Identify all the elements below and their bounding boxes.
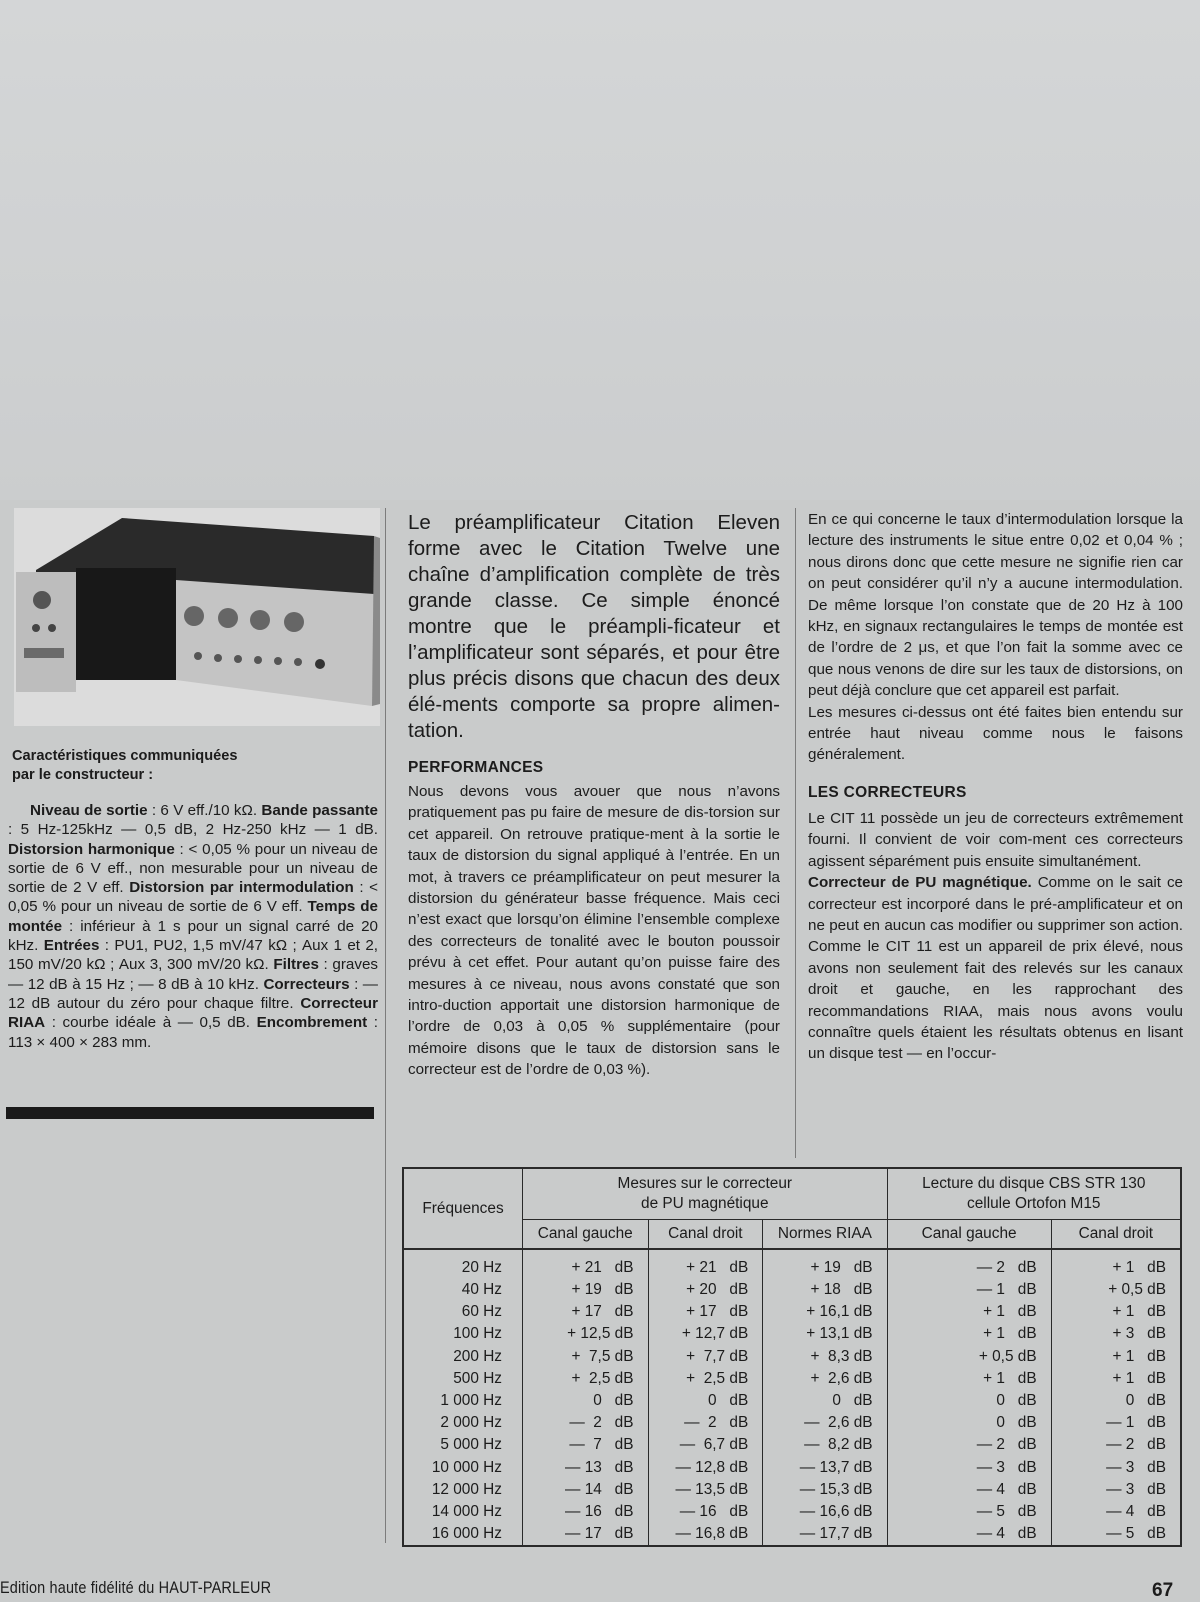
measurement-cell: + 17 dB	[648, 1301, 763, 1323]
specs-heading-line1: Caractéristiques communiquées	[12, 748, 238, 764]
section-title-correcteurs: LES CORRECTEURS	[808, 783, 967, 801]
frequency-cell: 10 000 Hz	[431, 1458, 502, 1476]
measurement-cell: + 1 dB	[887, 1367, 1051, 1389]
measurement-cell: — 14 dB	[523, 1478, 649, 1500]
correcteur-group-line2: de PU magnétique	[641, 1195, 769, 1212]
measurement-cell: — 17 dB	[523, 1523, 649, 1546]
column-rule	[795, 508, 796, 1158]
table-row	[403, 1412, 1181, 1434]
spec-value: : < 0,05 % pour un niveau de sortie de 6 V eff., non mesurable pour un niveau de sortie de 2 V eff.	[8, 840, 378, 897]
spec-value: : inférieur à 1 s pour un signal carré de 20 kHz.	[8, 917, 378, 955]
measurement-cell: + 0,5 dB	[1051, 1278, 1181, 1300]
measurement-cell: — 16 dB	[648, 1500, 763, 1522]
spec-label: Filtres	[273, 956, 319, 974]
column-header: Canal gauche	[887, 1220, 1051, 1250]
measurement-cell: — 7 dB	[523, 1434, 649, 1456]
spec-value: : 113 × 400 × 283 mm.	[8, 1014, 378, 1051]
spec-label: Correcteurs	[263, 975, 350, 993]
measurement-cell: — 16,6 dB	[763, 1500, 887, 1522]
spec-value: : graves — 12 dB à 15 Hz ; — 8 dB à 10 kHz.	[8, 956, 378, 993]
measurement-cell: + 1 dB	[1051, 1249, 1181, 1278]
column-header: Canal droit	[648, 1220, 763, 1250]
measurement-cell: — 4 dB	[1051, 1500, 1181, 1522]
table-row	[403, 1500, 1181, 1522]
spec-label: Distorsion harmonique	[8, 840, 175, 858]
measurement-cell: + 3 dB	[1051, 1323, 1181, 1345]
measurement-cell: + 1 dB	[887, 1323, 1051, 1345]
measurement-cell: + 17 dB	[523, 1301, 649, 1323]
measurement-cell: — 2 dB	[523, 1412, 649, 1434]
table-row	[403, 1523, 1181, 1546]
correcteur-group-header	[523, 1168, 888, 1220]
measurement-cell: + 21 dB	[648, 1249, 763, 1278]
measurement-cell: 0 dB	[887, 1389, 1051, 1411]
measurement-cell: + 7,5 dB	[523, 1345, 649, 1367]
pu-correcteur-text: Comme on le sait ce correcteur est incorporé dans le pré-amplificateur et on ne peut en aucun cas modifier ou supprimer son action. Comme le CIT 11 est un appareil de prix élevé, nous avons non seulement fait des relevés sur les canaux droit et gauche, en les rapprochant des recommandations RIAA, mais nous avons voulu connaître quels étaient les résultats obtenus en lisant un disque test — en l’occur-	[808, 874, 1183, 1063]
pu-correcteur-paragraph	[808, 872, 1183, 1065]
measurement-cell: — 17,7 dB	[763, 1523, 887, 1546]
spec-value: : 5 Hz-125kHz — 0,5 dB, 2 Hz-250 kHz — 1 dB.	[8, 821, 378, 839]
measurement-cell: — 2 dB	[648, 1412, 763, 1434]
table-row	[403, 1345, 1181, 1367]
article-middle-column	[408, 510, 780, 1081]
frequency-cell: 16 000 Hz	[431, 1525, 502, 1543]
table-row	[403, 1389, 1181, 1411]
specs-paragraph	[8, 801, 378, 1052]
spec-label: Distorsion par intermodulation	[129, 879, 354, 897]
frequency-cell: 200 Hz	[453, 1347, 502, 1365]
measurement-cell: — 4 dB	[887, 1478, 1051, 1500]
measurement-cell: — 3 dB	[1051, 1456, 1181, 1478]
frequency-cell: 2 000 Hz	[440, 1414, 502, 1432]
measurement-cell: + 0,5 dB	[887, 1345, 1051, 1367]
spec-value: : < 0,05 % pour un niveau de sortie de 6 V eff.	[8, 879, 378, 916]
spec-label: Niveau de sortie	[30, 802, 148, 819]
measurement-cell: — 4 dB	[887, 1523, 1051, 1546]
measurement-cell: — 15,3 dB	[763, 1478, 887, 1500]
measurement-cell: + 12,5 dB	[523, 1323, 649, 1345]
spec-value: : 6 V eff./10 kΩ.	[147, 802, 262, 819]
measurement-cell: + 1 dB	[887, 1301, 1051, 1323]
measurement-cell: — 2 dB	[1051, 1434, 1181, 1456]
measurement-cell: + 2,5 dB	[648, 1367, 763, 1389]
page-number: 67	[1152, 1580, 1174, 1601]
table-row	[403, 1301, 1181, 1323]
spec-label: Bande passante	[261, 802, 378, 819]
disque-group-header	[887, 1168, 1181, 1220]
performances-text: Nous devons vous avouer que nous n’avons pratiquement pas pu faire de mesure de dis-torsion sur cet appareil. On retrouve pratique-ment à la sortie le taux de distorsion du signal appliqué à l’entrée. En un mot, à travers ce préamplificateur on peut mesurer la distorsion du générateur basse fréquence. Mais ceci n’est exact que lorsqu’on élimine l’ensemble complexe des correcteurs de tonalité avec le bouton poussoir prévu à cet effet. Pour autant qu’on puisse faire des mesures à ce niveau, nous avons constaté que son intro-duction apportait une distorsion harmonique de l’ordre de 0,03 à 0,05 % supplémentaire (pour mémoire disons que le taux de distorsion sans le correcteur est de l’ordre de 0,03 %).	[408, 783, 780, 1079]
measurement-cell: — 16,8 dB	[648, 1523, 763, 1546]
correcteur-group-line1: Mesures sur le correcteur	[617, 1175, 792, 1192]
measurement-cell: — 16 dB	[523, 1500, 649, 1522]
measurement-cell: + 1 dB	[1051, 1345, 1181, 1367]
pu-correcteur-lead: Correcteur de PU magnétique.	[808, 874, 1032, 892]
measurement-cell: + 1 dB	[1051, 1301, 1181, 1323]
footer-publication: Edition haute fidélité du HAUT-PARLEUR	[0, 1578, 272, 1597]
measurement-cell: + 16,1 dB	[763, 1301, 887, 1323]
article-intro: Le préamplificateur Citation Eleven forme avec le Citation Twelve une chaîne d’amplification complète de très grande classe. Ce simple énoncé montre que le préampli-ficateur et l’amplificateur sont séparés, et pour être plus précis disons que chacun des deux élé-ments comporte sa propre alimen-tation.	[408, 511, 780, 742]
blank-photo-area	[0, 0, 1200, 500]
measurement-cell: + 21 dB	[523, 1249, 649, 1278]
frequency-cell: 20 Hz	[461, 1258, 502, 1276]
measurement-cell: + 2,6 dB	[763, 1367, 887, 1389]
measurement-cell: 0 dB	[523, 1389, 649, 1411]
measurement-cell: — 13,7 dB	[763, 1456, 887, 1478]
measurement-cell: — 12,8 dB	[648, 1456, 763, 1478]
frequency-cell: 40 Hz	[461, 1280, 502, 1298]
measurement-cell: — 1 dB	[1051, 1412, 1181, 1434]
measurement-cell: + 1 dB	[1051, 1367, 1181, 1389]
spec-value: : — 12 dB autour du zéro pour chaque filtre.	[8, 975, 378, 1012]
spec-label: Temps de montée	[8, 898, 378, 935]
measurement-cell: — 8,2 dB	[763, 1434, 887, 1456]
measurement-cell: — 6,7 dB	[648, 1434, 763, 1456]
table-row	[403, 1249, 1181, 1278]
table-row	[403, 1278, 1181, 1300]
measurement-cell: — 2 dB	[887, 1434, 1051, 1456]
manufacturer-specs	[8, 747, 378, 1052]
section-title-performances: PERFORMANCES	[408, 759, 544, 776]
table-row	[403, 1456, 1181, 1478]
column-header: Canal gauche	[523, 1220, 649, 1250]
measurement-cell: 0 dB	[648, 1389, 763, 1411]
table-body	[403, 1249, 1181, 1546]
table-row	[403, 1478, 1181, 1500]
spec-value: : courbe idéale à — 0,5 dB.	[45, 1014, 257, 1032]
measurement-cell: + 20 dB	[648, 1278, 763, 1300]
table-row	[403, 1323, 1181, 1345]
disque-group-line1: Lecture du disque CBS STR 130	[922, 1175, 1146, 1192]
measurement-cell: + 12,7 dB	[648, 1323, 763, 1345]
measurement-cell: 0 dB	[763, 1389, 887, 1411]
measurement-cell: + 18 dB	[763, 1278, 887, 1300]
specs-divider	[6, 1107, 374, 1119]
measurement-cell: — 2,6 dB	[763, 1412, 887, 1434]
table-row	[403, 1367, 1181, 1389]
measurement-cell: + 7,7 dB	[648, 1345, 763, 1367]
column-header: Normes RIAA	[763, 1220, 887, 1250]
measurement-cell: — 2 dB	[887, 1249, 1051, 1278]
spec-value: : PU1, PU2, 1,5 mV/47 kΩ ; Aux 1 et 2, 150 mV/20 kΩ ; Aux 3, 300 mV/20 kΩ.	[8, 937, 378, 974]
measurement-cell: + 8,3 dB	[763, 1345, 887, 1367]
frequency-header: Fréquences	[403, 1168, 523, 1249]
column-rule	[385, 508, 386, 1543]
correcteurs-paragraph: Le CIT 11 possède un jeu de correcteurs extrêmement fourni. Il convient de voir com-ment ces correcteurs agissent séparément puis ensuite simultanément.	[808, 809, 1183, 870]
measurement-cell: 0 dB	[887, 1412, 1051, 1434]
measurement-cell: — 13,5 dB	[648, 1478, 763, 1500]
specs-heading-line2: par le constructeur :	[12, 766, 154, 783]
measurement-cell: + 2,5 dB	[523, 1367, 649, 1389]
measurement-cell: — 5 dB	[887, 1500, 1051, 1522]
spec-label: Correcteur RIAA	[8, 994, 378, 1032]
spec-label: Entrées	[43, 937, 100, 955]
measurement-cell: — 1 dB	[887, 1278, 1051, 1300]
measurement-table	[402, 1167, 1182, 1547]
frequency-cell: 500 Hz	[453, 1369, 502, 1387]
measurement-cell: + 19 dB	[523, 1278, 649, 1300]
column-header: Canal droit	[1051, 1220, 1181, 1250]
preamplifier-photo	[14, 508, 380, 726]
measurement-cell: + 19 dB	[763, 1249, 887, 1278]
frequency-cell: 12 000 Hz	[431, 1480, 502, 1498]
specs-heading	[12, 747, 378, 784]
measurement-cell: + 13,1 dB	[763, 1323, 887, 1345]
intermodulation-paragraph: En ce qui concerne le taux d’intermodulation lorsque la lecture des instruments le situe entre 0,02 et 0,04 % ; nous dirons donc que cette mesure ne signifie rien car on peut considérer qu’il n’y a aucune intermodulation. De même lorsque l’on constate que de 20 Hz à 100 kHz, en signaux rectangulaires le temps de montée est de l’ordre de 2 μs, et que l’on fait la somme avec ce que nous venons de dire sur les taux de distorsions, on peut déjà conclure que cet appareil est parfait.	[808, 511, 1183, 700]
frequency-cell: 14 000 Hz	[431, 1503, 502, 1521]
measurement-cell: 0 dB	[1051, 1389, 1181, 1411]
frequency-cell: 5 000 Hz	[440, 1436, 502, 1454]
measurement-cell: — 13 dB	[523, 1456, 649, 1478]
measurement-cell: — 5 dB	[1051, 1523, 1181, 1546]
spec-label: Encombrement	[256, 1014, 368, 1032]
measurement-cell: — 3 dB	[1051, 1478, 1181, 1500]
article-right-column	[808, 509, 1183, 1065]
table-row	[403, 1434, 1181, 1456]
disque-group-line2: cellule Ortofon M15	[967, 1195, 1101, 1212]
measurement-note: Les mesures ci-dessus ont été faites bien entendu sur entrée haut niveau comme nous le faisons généralement.	[808, 703, 1183, 764]
measurement-cell: — 3 dB	[887, 1456, 1051, 1478]
frequency-cell: 100 Hz	[453, 1325, 502, 1343]
frequency-cell: 60 Hz	[461, 1303, 502, 1321]
frequency-cell: 1 000 Hz	[440, 1391, 502, 1409]
